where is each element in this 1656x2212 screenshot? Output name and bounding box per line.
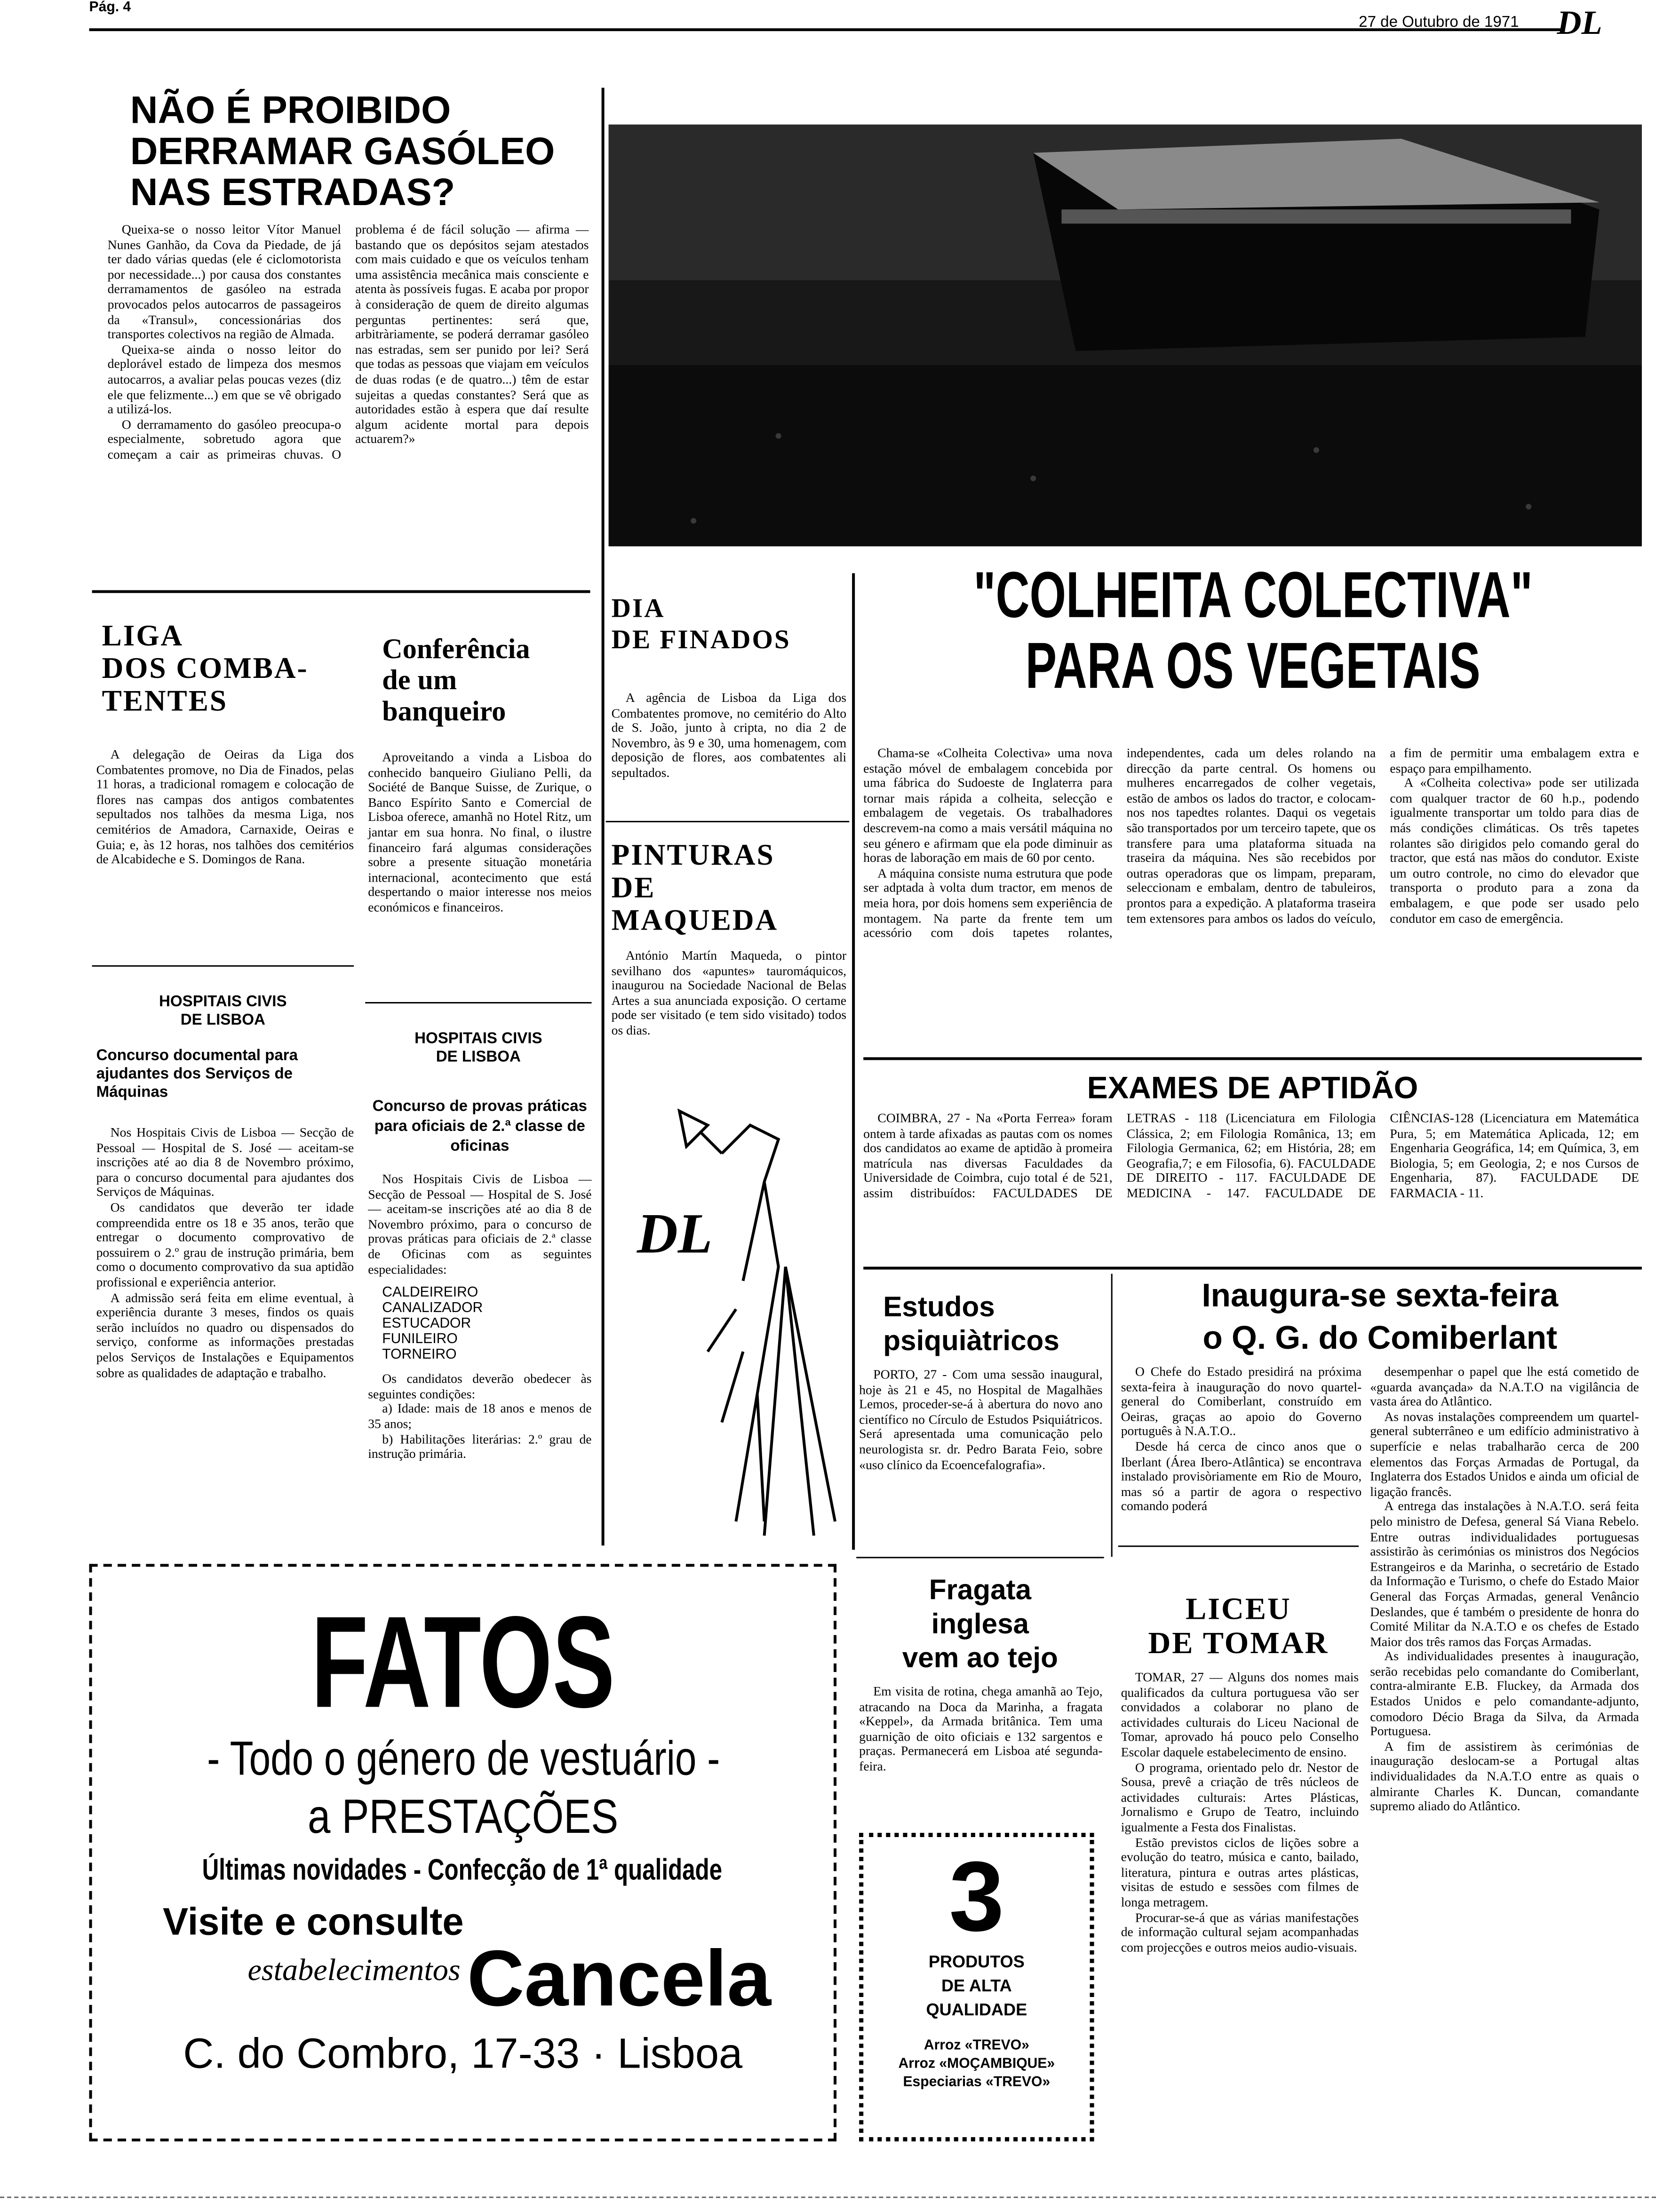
advert-estab: estabelecimentos (247, 1951, 461, 1987)
list-item: CALDEIREIRO (382, 1285, 478, 1301)
paragraph: a) Idade: mais de 18 anos e menos de 35 anos; (368, 1401, 592, 1431)
harvester-photo-image (609, 125, 1642, 547)
headline-line: LICEU (1186, 1591, 1291, 1626)
headline-line: o Q. G. do Comiberlant (1202, 1319, 1558, 1356)
headline-line: de um (382, 665, 457, 697)
pinturas-headline (612, 839, 778, 937)
finados-body (612, 691, 846, 780)
fragata-body (859, 1684, 1102, 1774)
headline-line: HOSPITAIS CIVIS (159, 993, 287, 1011)
advert-address: C. do Combro, 17-33 · Lisboa (183, 2031, 743, 2078)
paragraph: Em visita de rotina, chega amanhã ao Tejo, atracando na Doca da Marinha, a fragata «Keppel», da Armada britânica. Tem uma guarnição de oito oficiais e 132 sargentos e praças. Permanecerá em Lisboa até segunda-feira. (859, 1684, 1103, 1774)
paragraph: Chama-se «Colheita Colectiva» uma nova estação móvel de embalagem concebida por uma fábrica do Sudoeste de Inglaterra para tornar mais rápida a colheita, selecção e embalagem de vegetais. Os trabalhadores descrevem-na como a mais versátil máquina no seu género e afirmam que ela pode diminuir as horas de laboração em mais de 60 por cento. (863, 746, 1113, 865)
section-rule (92, 590, 590, 593)
advert-title: FATOS (310, 1591, 615, 1735)
advert-line: a PRESTAÇÕES (307, 1790, 618, 1845)
paragraph: Desde há cerca de cinco anos que o Iberlant (Área Ibero-Atlântica) se encontrava instalado provisòriamente em Rio de Mouro, mas só a partir de agora o respectivo comando poderá (1121, 1439, 1362, 1514)
column-divider (602, 88, 605, 1546)
fatos-advert (89, 1564, 836, 2141)
comiberlant-headline (1118, 1274, 1642, 1359)
paragraph: Queixa-se o nosso leitor Vítor Manuel Nunes Ganhão, da Cova da Piedade, de já ter dado várias quedas (ele é ciclomotorista por necessidade...) por causa dos constantes derramamentos de gasóleo na estrada provocados pelos autocarros de passageiros da «Transul», concessionárias dos transportes colectivos na região de Almada. (107, 222, 342, 342)
photographer-illustration (623, 1068, 849, 1543)
column-divider (852, 573, 855, 1550)
page-number: Pág. 4 (89, 0, 131, 16)
hospitais1-body (96, 1125, 354, 1380)
advert-headline (863, 1950, 1090, 2022)
paragraph: As novas instalações compreendem um quartel-general subterrâneo e um edifício administrativo à superfície e nelas trabalharão cerca de 200 elementos das Forças Armadas de Portugal, da Inglaterra dos Estados Unidos e ainda um oficial de ligação francês. (1370, 1409, 1639, 1499)
liceu-body (1121, 1670, 1359, 1955)
paragraph: b) Habilitações literárias: 2.º grau de instrução primária. (368, 1432, 592, 1461)
headline-line: inglesa (931, 1609, 1029, 1640)
paragraph: O derramamento do gasóleo preocupa-o especialmente, sobretudo agora que começam a cair as primeiras chuvas. O problema é de fácil solução — afirma — bastando que os depósitos sejam atestados com mais cuidado e que os veículos tenham uma assistência mecânica mais consciente e atenta às possíveis fugas. E acaba por propor à consideração de quem de direito algumas perguntas pertinentes: será que, arbitràriamente, se poderá derramar gasóleo nas estradas, sem ser punido por lei? Será que todas as pessoas que viajam em veículos de duas rodas (e de quatro...) têm de estar sujeitas a quedas constantes? Será que as autoridades estão à espera que daí resulte algum acidente mortal para depois actuarem?» (107, 222, 589, 461)
comiberlant-body-right (1370, 1364, 1639, 1814)
paragraph: Nos Hospitais Civis de Lisboa — Secção de Pessoal — Hospital de S. José — aceitam-se inscrições até ao dia 8 de Novembro próximo, para o concurso documental para ajudantes dos Serviços de Máquinas. (96, 1125, 354, 1200)
paragraph: Queixa-se ainda o nosso leitor do deplorável estado de limpeza dos mesmos autocarros, a avaliar pelas poucas vezes (diz ele que felizmente...) em que se vê obrigado a utilizá-los. (107, 342, 342, 416)
headline-line: DE ALTA (941, 1975, 1012, 1996)
headline-line: DERRAMAR GASÓLEO (130, 130, 555, 173)
header-rule (89, 28, 1561, 31)
hospitais1-subtitle: Concurso documental para ajudantes dos Serviços de Máquinas (96, 1047, 298, 1101)
headline-line: QUALIDADE (926, 2000, 1027, 2020)
hospitais1-headline (92, 994, 354, 1030)
paragraph: Procurar-se-á que as várias manifestações de informação cultural sejam acompanhadas com projecções e outros meios audio-visuais. (1121, 1910, 1359, 1954)
hospitais2-body (368, 1172, 591, 1462)
illustration-logo: DL (637, 1202, 713, 1265)
exames-headline: EXAMES DE APTIDÃO (1087, 1070, 1418, 1106)
headline-line: DE (611, 870, 656, 905)
section-rule (92, 965, 354, 967)
headline-line: Inaugura-se sexta-feira (1202, 1276, 1559, 1313)
psiquiatricos-headline (883, 1291, 1059, 1359)
liga-headline (102, 620, 309, 718)
hospitais2-subtitle: Concurso de provas práticas para oficiais de 2.ª classe de oficinas (372, 1098, 587, 1155)
headline-line: psiquiàtricos (883, 1326, 1059, 1358)
paragraph: A delegação de Oeiras da Liga dos Combatentes promove, no Dia de Finados, pelas 11 horas, a tradicional romagem e colocação de flores nas campas dos antigos combatentes sepultados nos talhões da mesma Liga, nos cemitérios de Amadora, Carnaxide, Oeiras e Guia; e, às 12 horas, nos talhões dos cemitérios de Alcabideche e S. Domingos de Rana. (96, 747, 354, 867)
exames-body (863, 1111, 1639, 1264)
colheita-headline (863, 559, 1642, 700)
paragraph: A agência de Lisboa da Liga dos Combatentes promove, no cemitério do Alto de S. João, junto à cripta, no dia 2 de Novembro, às 9 e 30, uma homenagem, com deposição de flores, aos combatentes ali sepultados. (611, 691, 847, 780)
headline-line: Conferência (382, 634, 530, 665)
cancela-logo: Cancela (467, 1933, 772, 2023)
comiberlant-body-left (1121, 1364, 1361, 1514)
issue-date: 27 de Outubro de 1971 (1359, 14, 1519, 32)
product-item: Especiarias «TREVO» (903, 2075, 1051, 2091)
headline-line: DE LISBOA (180, 1012, 265, 1029)
psiquiatricos-body (859, 1367, 1102, 1472)
headline-line: NÃO É PROIBIDO (130, 89, 451, 132)
list-item: ESTUCADOR (382, 1316, 471, 1332)
headline-line: DIA (611, 594, 665, 624)
paragraph: A admissão será feita em elime eventual, à experiência durante 3 meses, findos os quais serão incluídos no quadro ou dispensados do serviço, conforme as informações prestadas pelos Serviços de Instalações e Equipamentos sobre as qualidades de adaptação e trabalho. (96, 1290, 354, 1379)
column-divider (1111, 1274, 1113, 1557)
paragraph: Estão previstos ciclos de lições sobre a evolução do teatro, música e canto, bailado, literatura, pintura e outras artes plásticas, visitas de estudo e sessões com filmes de longa metragem. (1121, 1835, 1359, 1910)
section-rule (1118, 1545, 1359, 1547)
headline-line: TENTES (102, 684, 228, 718)
headline-line: LIGA (102, 618, 184, 652)
paragraph: TOMAR, 27 — Alguns dos nomes mais qualificados da cultura portuguesa vão ser convidados a colaborar no plano de actividades culturais do Liceu Nacional de Tomar, aprovado há pouco pelo Conselho Escolar daquele estabelecimento de ensino. (1121, 1670, 1359, 1759)
headline-line: DE TOMAR (1148, 1624, 1329, 1660)
liceu-headline (1118, 1592, 1359, 1660)
hospitais2-headline (365, 1030, 591, 1067)
photographer-drawing (623, 1068, 849, 1543)
gasoleo-body (108, 222, 589, 583)
paragraph: A «Colheita colectiva» pode ser utilizada com qualquer tractor de 60 h.p., podendo igualmente transportar um toldo para dias de más condições climáticas. Os três tapetes rolantes são dirigidos pelo comando geral do tractor, que está nas mãos do condutor. Existe um outro controle, no cimo do elevador que transporta o produto para a zona da embalagem, e que pode ser usado pelo condutor em caso de emergência. (1390, 776, 1639, 925)
paragraph: As individualidades presentes à inauguração, serão recebidas pelo comandante do Comiberlant, contra-almirante E.B. Fluckey, da Armada dos Estados Unidos e pelo comandante-adjunto, comodoro Décio Braga da Silva, da Armada Portuguesa. (1370, 1649, 1639, 1739)
harvester-photo (609, 125, 1642, 547)
advert-line: Visite e consulte (162, 1901, 464, 1943)
headline-line: PINTURAS (611, 838, 775, 872)
paragraph: PORTO, 27 - Com uma sessão inaugural, hoje às 21 e 45, no Hospital de Magalhães Lemos, proceder-se-á à abertura do novo ano científico no Círculo de Estudos Psiquiátricos. Será apresentada uma comunicação pelo neurologista sr. dr. Pedro Barata Feio, sobre «uso clínico da Ecoencefalografia». (859, 1367, 1103, 1472)
headline-line: PARA OS VEGETAIS (1025, 628, 1481, 702)
paragraph: A entrega das instalações à N.A.T.O. será feita pelo ministro de Defesa, general Sá Viana Rebelo. Entre outras individualidades portuguesas assistirão às cerimónias os ministros dos Negócios Estrangeiros e da Marinha, o secretário de Estado da Informação e Turismo, o chefe do Estado Maior General das Forças Armadas, general Venâncio Deslandes, que é também o presidente de honra do Comité Militar da N.A.T.O e os chefes de Estado Maior dos três ramos das Forças Armadas. (1370, 1499, 1639, 1648)
headline-line: PRODUTOS (928, 1951, 1025, 1972)
advert-line: - Todo o género de vestuário - (206, 1732, 719, 1786)
conferencia-headline (382, 634, 530, 728)
paragraph: Nos Hospitais Civis de Lisboa — Secção de Pessoal — Hospital de S. José — aceitam-se inscrições até ao dia 8 de Novembro próximo, para o concurso de provas práticas para oficiais de 2.ª classe de Oficinas com as seguintes especialidades: (368, 1172, 592, 1276)
headline-line: DOS COMBA- (102, 651, 309, 685)
dl-logo: DL (1557, 6, 1602, 43)
paragraph: Os candidatos deverão obedecer às seguintes condições: (368, 1371, 592, 1401)
fragata-headline (856, 1574, 1104, 1676)
headline-line: banqueiro (382, 696, 506, 728)
headline-line: HOSPITAIS CIVIS (414, 1030, 542, 1048)
product-list (863, 2037, 1090, 2092)
headline-line: Estudos (883, 1292, 995, 1323)
headline-line: "COLHEITA COLECTIVA" (973, 557, 1532, 631)
paragraph: O programa, orientado pelo dr. Nestor de Sousa, prevê a criação de três núcleos de actividades culturais: Artes Plásticas, Jornalismo e Grupo de Teatro, incluindo igualmente a Festa dos Finalistas. (1121, 1760, 1359, 1834)
section-rule (856, 1557, 1104, 1558)
headline-line: Fragata (929, 1575, 1032, 1607)
trevo-advert (859, 1833, 1094, 2141)
paragraph: desempenhar o papel que lhe está cometido de «guarda avançada» da N.A.T.O na vigilância de vasta área do Atlântico. (1370, 1364, 1639, 1409)
section-rule (863, 1267, 1642, 1270)
headline-line: NAS ESTRADAS? (130, 171, 455, 214)
headline-line: DE FINADOS (611, 625, 791, 655)
section-rule (365, 1002, 591, 1003)
page-bottom-edge (0, 2196, 1656, 2198)
paragraph: Os candidatos que deverão ter idade compreendida entre os 18 e 35 anos, terão que entregar o documento comprovativo de possuirem o 2.º grau de instrução primária, bem como o documento comprovativo da sua aptidão profissional e experiência anterior. (96, 1200, 354, 1289)
headline-line: DE LISBOA (436, 1049, 521, 1066)
specialties-list (382, 1285, 591, 1363)
colheita-body (863, 746, 1639, 1054)
paragraph: A fim de assistirem às cerimónias de inauguração deslocam-se a Portugal altas individualidades da N.A.T.O entre as quais o almirante Charles K. Duncan, comandante supremo aliado do Atlântico. (1370, 1739, 1639, 1814)
gasoleo-headline (130, 91, 555, 214)
headline-line: vem ao tejo (902, 1643, 1058, 1675)
advert-number: 3 (949, 1841, 1004, 1952)
product-item: Arroz «TREVO» (924, 2038, 1029, 2054)
pinturas-body (612, 948, 846, 1038)
headline-line: MAQUEDA (611, 903, 779, 937)
liga-body (96, 747, 354, 867)
conditions (368, 1372, 591, 1462)
section-rule (606, 821, 849, 822)
paragraph: COIMBRA, 27 - Na «Porta Ferrea» foram ontem à tarde afixadas as pautas com os nomes dos candidatos ao exame de aptidão à promeira matrícula nas diversas Faculdades da Universidade de Coimbra, cujo total é de 521, assim distribuídos: FACULDADES DE LETRAS - 118 (Licenciatura em Filologia Clássica, 2; em Filologia Românica, 13; em Filologia Germanica, 62; em História, 28; em Geografia,7; e em Filosofia, 6). FACULDADE DE DIREITO - 117. FACULDADE DE MEDICINA - 147. FACULDADE DE CIÊNCIAS-128 (Licenciatura em Matemática Pura, 5; em Matemática Aplicada, 12; em Engenharia Geográfica, 14; em Química, 3, em Biologia, 5; em Geologia, 2; e nos Cursos de Engenharia, 87). FACULDADE DE FARMACIA - 11. (863, 1111, 1639, 1201)
conferencia-body (368, 750, 591, 915)
finados-headline (612, 595, 791, 657)
advert-line: Últimas novidades - Confecção de 1ª qualidade (203, 1854, 723, 1887)
paragraph: A máquina consiste numa estrutura que pode ser adptada à volta dum tractor, em menos de meia hora, por dois homens sem experiência de montagem. Na parte da frente tem um acessório com dois tapetes rolantes, independentes, cada um deles rolando na direcção da parte central. Os homens ou mulheres encarregados de colher vegetais, estão de ambos os lados do tractor, e colocam-nos nos tapedtes rolantes. Daqui os vegetais são transportados por um terceiro tapete, que os transfere para uma plataforma situada na traseira da máquina. Nes são recebidos por outras operadoras que os limpam, preparam, seleccionam e embalam, dentro de tabuleiros, prontos para a expedição. A plataforma traseira tem extensores para ambos os lados do veículo, a fim de permitir uma embalagem extra e espaço para empilhamento. (863, 746, 1639, 940)
paragraph: Aproveitando a vinda a Lisboa do conhecido banqueiro Giuliano Pelli, da Société de Banque Suisse, de Zurique, o Banco Espírito Santo e Comercial de Lisboa oferece, amanhã no Hotel Ritz, um jantar em sua honra. No final, o ilustre financeiro fará algumas considerações sobre a presente situação monetária internacional, acontecimento que está despertando o maior interesse nos meios económicos e financeiros. (368, 750, 592, 915)
list-item: CANALIZADOR (382, 1301, 483, 1317)
section-rule (863, 1057, 1642, 1060)
product-item: Arroz «MOÇAMBIQUE» (898, 2056, 1055, 2072)
list-item: FUNILEIRO (382, 1332, 458, 1348)
paragraph: António Martín Maqueda, o pintor sevilhano dos «apuntes» tauromáquicos, inaugurou na Sociedade Nacional de Belas Artes a sua anunciada exposição. O certame pode ser visitado (e tem sido visitado) todos os dias. (611, 948, 847, 1038)
paragraph: O Chefe do Estado presidirá na próxima sexta-feira à inauguração do novo quartel-general do Comiberlant, construído em Oeiras, graças ao apoio do Governo português à N.A.T.O.. (1121, 1364, 1362, 1439)
list-item: TORNEIRO (382, 1347, 457, 1363)
